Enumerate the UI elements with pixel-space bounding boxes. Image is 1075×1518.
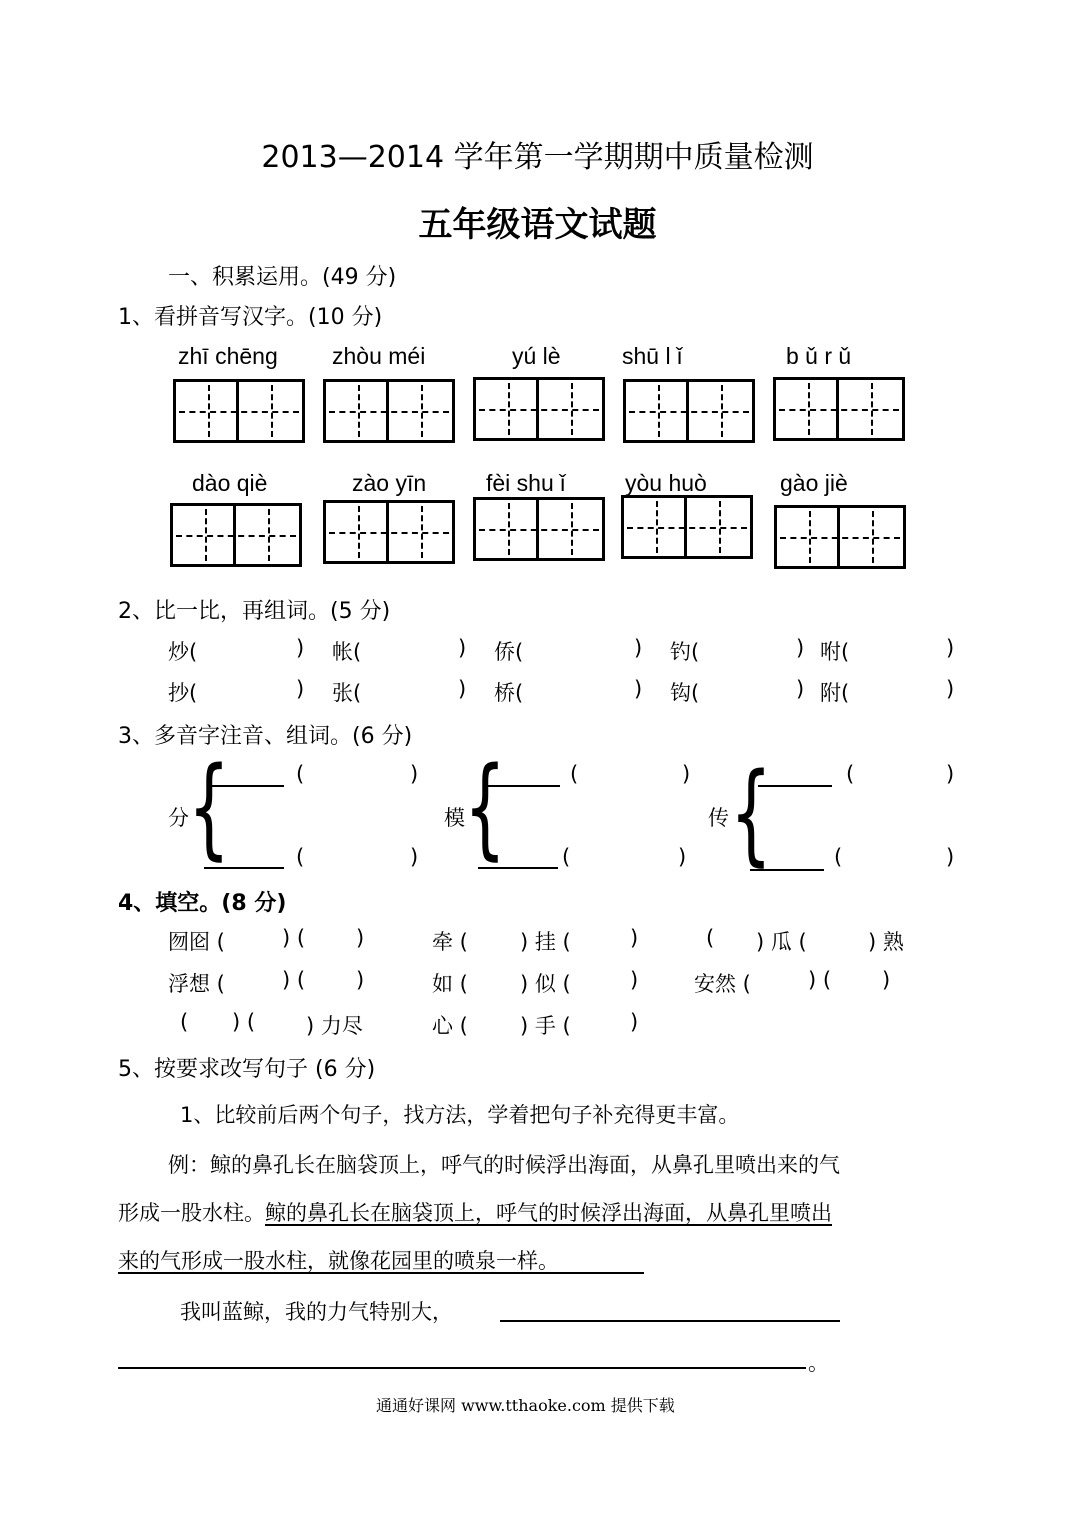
answer-line[interactable] <box>204 867 284 869</box>
paren-close: ) <box>796 677 805 701</box>
idiom-part: 心 ( <box>432 1014 468 1038</box>
compare-item: 咐( <box>820 640 850 664</box>
answer-line[interactable] <box>210 785 284 787</box>
q2-heading: 2、比一比，再组词。(5 分) <box>118 599 391 624</box>
end-mark: 。 <box>808 1351 829 1375</box>
paren-close: ) <box>458 636 467 660</box>
exam-title: 2013—2014 学年第一学期期中质量检测 <box>261 140 814 175</box>
pinyin: zhòu méi <box>332 343 426 369</box>
idiom-part: ( <box>180 1010 189 1034</box>
writing-grid[interactable] <box>173 379 305 443</box>
q4-heading: 4、填空。(8 分) <box>118 891 287 916</box>
paren-open: ( <box>562 845 571 869</box>
answer-line[interactable] <box>478 867 558 869</box>
idiom-part: 浮想 ( <box>168 972 225 996</box>
writing-grid[interactable] <box>170 503 302 567</box>
compare-item: 钩( <box>670 681 700 705</box>
paren-close: ) <box>634 636 643 660</box>
paren-close: ) <box>410 762 419 786</box>
idiom-part: ) <box>356 968 365 992</box>
idiom-part: ) 挂 ( <box>520 930 571 954</box>
answer-line[interactable] <box>758 785 832 787</box>
compare-item: 桥( <box>494 681 524 705</box>
paren-close: ) <box>796 636 805 660</box>
paren-close: ) <box>678 845 687 869</box>
paren-open: ( <box>834 845 843 869</box>
pinyin: b ǔ r ǔ <box>786 343 852 369</box>
polyphone-char: 传 <box>708 806 729 830</box>
idiom-part: ) 似 ( <box>520 972 571 996</box>
writing-grid[interactable] <box>623 379 755 443</box>
writing-grid[interactable] <box>323 500 455 564</box>
compare-item: 附( <box>820 681 850 705</box>
idiom-part: ) <box>630 968 639 992</box>
example-line <box>118 1245 559 1275</box>
brace-icon: { <box>464 743 506 871</box>
pinyin: yòu huò <box>625 470 707 496</box>
q3-heading: 3、多音字注音、组词。(6 分) <box>118 724 413 749</box>
q5-heading: 5、按要求改写句子 (6 分) <box>118 1057 376 1082</box>
idiom-part: ) <box>356 926 365 950</box>
paren-close: ) <box>946 762 955 786</box>
paren-close: ) <box>634 677 643 701</box>
pinyin: yú lè <box>512 343 561 369</box>
compare-item: 帐( <box>332 640 362 664</box>
idiom-part: ) 瓜 ( <box>756 930 807 954</box>
example-plain: 形成一股水柱。 <box>118 1201 265 1225</box>
paren-open: ( <box>570 762 579 786</box>
q5-sub1: 1、比较前后两个句子，找方法，学着把句子补充得更丰富。 <box>180 1103 740 1127</box>
paren-close: ) <box>946 845 955 869</box>
idiom-part: ) ( <box>808 968 832 992</box>
q1-heading: 1、看拼音写汉字。(10 分) <box>118 305 383 330</box>
paren-close: ) <box>410 845 419 869</box>
writing-grid[interactable] <box>774 505 906 569</box>
underline <box>118 1272 644 1274</box>
compare-item: 炒( <box>168 640 198 664</box>
idiom-part: 如 ( <box>432 972 468 996</box>
writing-grid[interactable] <box>473 377 605 441</box>
pinyin: shū l ǐ <box>622 343 683 369</box>
brace-icon: { <box>188 743 230 871</box>
polyphone-char: 模 <box>444 806 465 830</box>
paren-close: ) <box>296 636 305 660</box>
exam-subtitle: 五年级语文试题 <box>418 205 657 245</box>
pinyin: fèi shu ǐ <box>486 470 566 496</box>
pinyin: zhī chēng <box>178 343 278 369</box>
paren-close: ) <box>682 762 691 786</box>
paren-close: ) <box>946 677 955 701</box>
compare-item: 钓( <box>670 640 700 664</box>
answer-line[interactable] <box>118 1367 806 1369</box>
paren-close: ) <box>458 677 467 701</box>
pinyin: gào jiè <box>780 470 848 496</box>
idiom-part: ) ( <box>232 1010 256 1034</box>
writing-grid[interactable] <box>473 497 605 561</box>
polyphone-char: 分 <box>168 806 189 830</box>
idiom-part: ) ( <box>282 968 306 992</box>
pinyin: zào yīn <box>352 470 427 496</box>
idiom-part: 囫囵 ( <box>168 930 225 954</box>
writing-grid[interactable] <box>323 379 455 443</box>
idiom-part: ) 熟 <box>868 930 904 954</box>
example-line <box>118 1197 832 1227</box>
paren-close: ) <box>296 677 305 701</box>
idiom-part: ( <box>706 926 715 950</box>
idiom-part: ) 手 ( <box>520 1014 571 1038</box>
writing-grid[interactable] <box>773 377 905 441</box>
example-underlined: 鲸的鼻孔长在脑袋顶上，呼气的时候浮出海面，从鼻孔里喷出 <box>265 1201 832 1225</box>
example-line: 例：鲸的鼻孔长在脑袋顶上，呼气的时候浮出海面，从鼻孔里喷出来的气 <box>168 1153 840 1177</box>
idiom-part: ) <box>630 1010 639 1034</box>
pinyin: dào qiè <box>192 470 268 496</box>
paren-open: ( <box>296 762 305 786</box>
paren-open: ( <box>846 762 855 786</box>
q5-prompt: 我叫蓝鲸，我的力气特别大， <box>180 1300 453 1324</box>
idiom-part: ) <box>882 968 891 992</box>
idiom-part: 安然 ( <box>694 972 751 996</box>
compare-item: 抄( <box>168 681 198 705</box>
brace-icon: { <box>730 749 772 877</box>
compare-item: 张( <box>332 681 362 705</box>
paren-close: ) <box>946 636 955 660</box>
idiom-part: ) ( <box>282 926 306 950</box>
footer: 通通好课网 www.tthaoke.com 提供下载 <box>376 1396 675 1415</box>
answer-line[interactable] <box>500 1320 840 1322</box>
example-underlined: 来的气形成一股水柱，就像花园里的喷泉一样。 <box>118 1249 559 1273</box>
answer-line[interactable] <box>486 785 560 787</box>
idiom-part: ) <box>630 926 639 950</box>
paren-open: ( <box>296 845 305 869</box>
idiom-part: ) 力尽 <box>306 1014 363 1038</box>
idiom-part: 牵 ( <box>432 930 468 954</box>
writing-grid[interactable] <box>621 495 753 559</box>
compare-item: 侨( <box>494 640 524 664</box>
answer-line[interactable] <box>750 869 824 871</box>
part1-heading: 一、积累运用。(49 分) <box>168 265 397 290</box>
